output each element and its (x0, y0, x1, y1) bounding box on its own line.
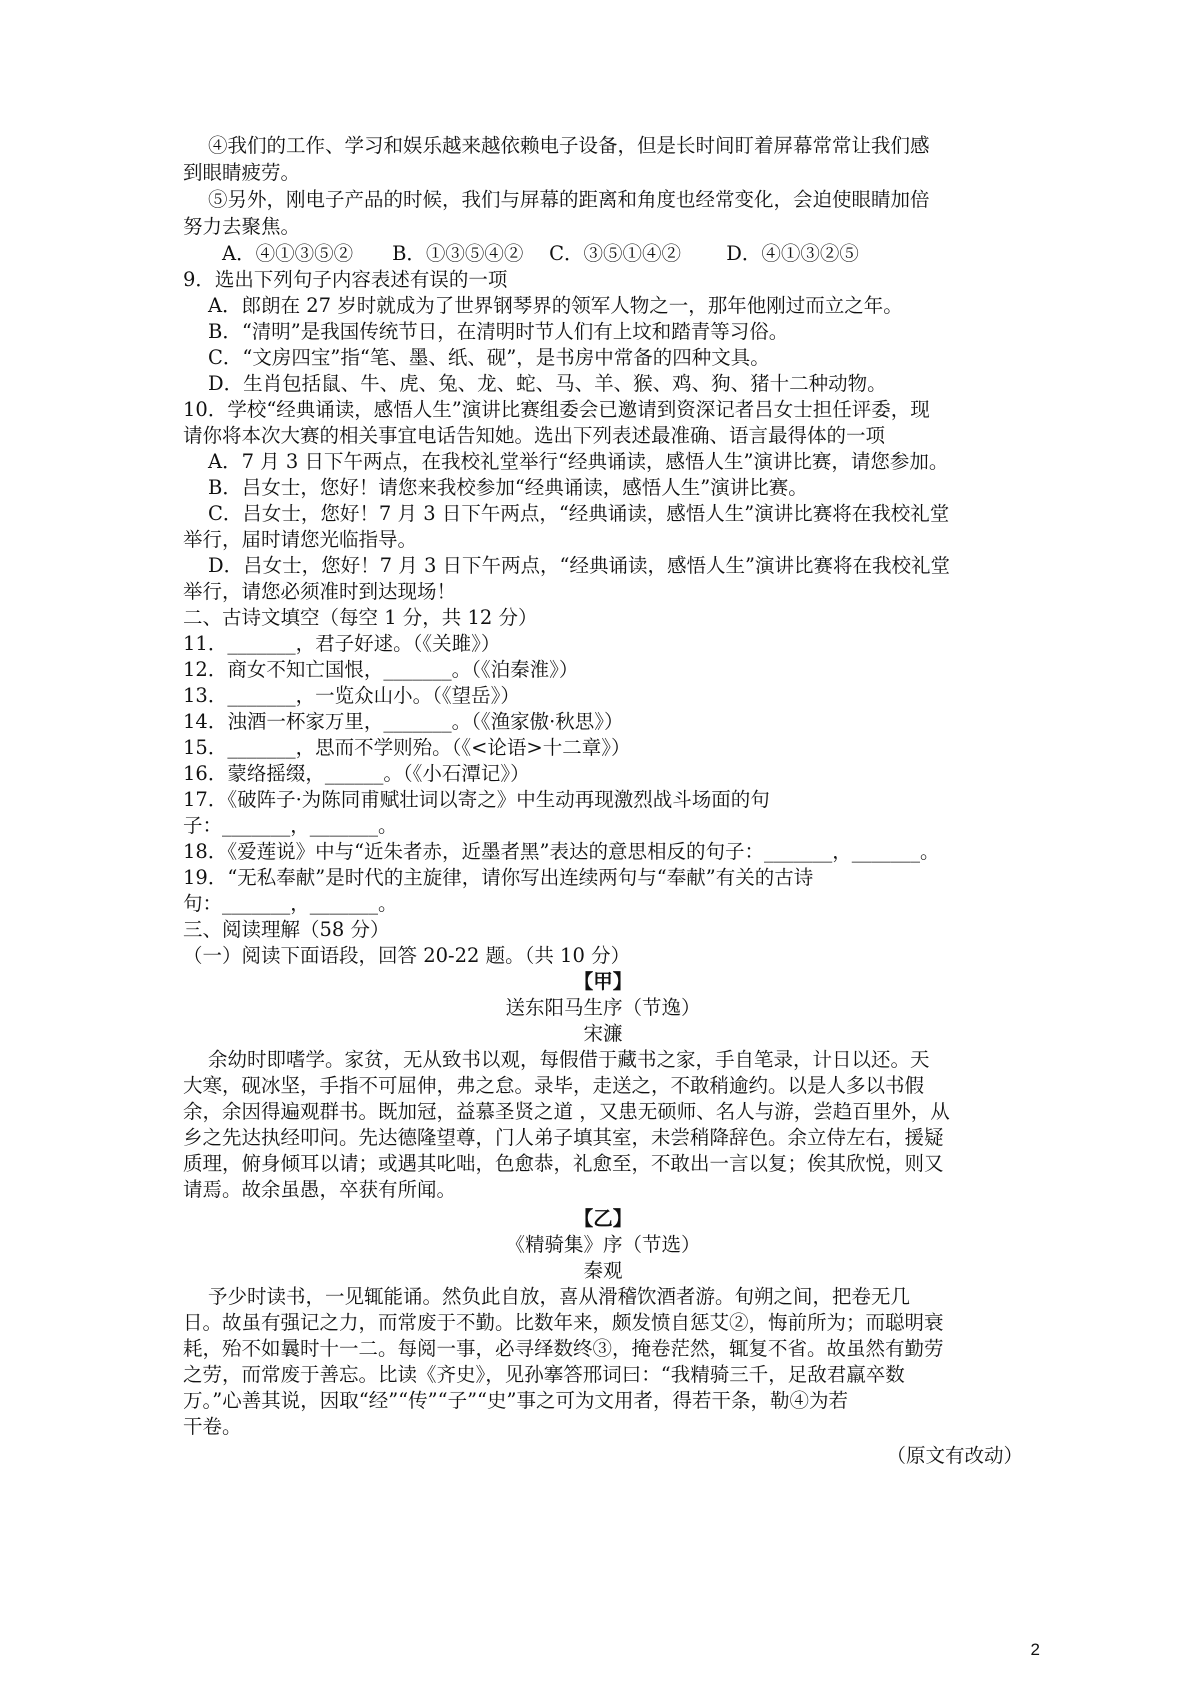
question-19: 19．“无私奉献”是时代的主旋律，请你写出连续两句与“奉献”有关的古诗 (183, 866, 814, 889)
passage-line: 之劳，而常废于善忘。比读《齐史》，见孙搴答邢词曰：“我精骑三千，足敌君羸卒数 (183, 1363, 905, 1386)
text-line: ⑤另外，刚电子产品的时候，我们与屏幕的距离和角度也经常变化，会迫使眼睛加倍 (208, 188, 930, 211)
page-number: 2 (1030, 1640, 1040, 1659)
passage-line: 大寒，砚冰坚，手指不可屈伸，弗之怠。录毕，走送之，不敢稍逾约。以是人多以书假 (183, 1074, 925, 1097)
passage-line: 乡之先达执经叩问。先达德隆望尊，门人弟子填其室，未尝稍降辞色。余立侍左右，援疑 (183, 1126, 944, 1149)
question-18: 18．《爱莲说》中与“近朱者赤，近墨者黑”表达的意思相反的句子：_______，_______。 (183, 840, 940, 863)
passage-label-jia: 【甲】 (573, 970, 633, 993)
text-line: 努力去聚焦。 (183, 215, 301, 238)
question-12: 12．商女不知亡国恨，_______。（《泊秦淮》） (183, 658, 579, 681)
passage-label-yi: 【乙】 (573, 1207, 633, 1230)
section-heading: 二、古诗文填空（每空 1 分，共 12 分） (183, 606, 538, 629)
text-line: 子：_______，_______。 (183, 814, 398, 837)
option-line: B．吕女士，您好！请您来我校参加“经典诵读，感悟人生”演讲比赛。 (208, 476, 808, 499)
subsection-heading: （一）阅读下面语段，回答 20-22 题。（共 10 分） (183, 944, 631, 967)
option-line: B．“清明”是我国传统节日，在清明时节人们有上坟和踏青等习俗。 (208, 320, 789, 343)
passage-author: 秦观 (583, 1259, 623, 1282)
option-line: C．“文房四宝”指“笔、墨、纸、砚”，是书房中常备的四种文具。 (208, 346, 770, 369)
option-line: D．生肖包括鼠、牛、虎、兔、龙、蛇、马、羊、猴、鸡、狗、猪十二种动物。 (208, 372, 887, 395)
passage-line: 耗，殆不如曩时十一二。每阅一事，必寻绎数终③，掩卷茫然，辄复不省。故虽然有勤劳 (183, 1337, 944, 1360)
option-line: A．7 月 3 日下午两点，在我校礼堂举行“经典诵读，感悟人生”演讲比赛，请您参加。 (208, 450, 949, 473)
option-line: A．郎朗在 27 岁时就成为了世界钢琴界的领军人物之一，那年他刚过而立之年。 (208, 294, 903, 317)
question-13: 13．_______，一览众山小。（《望岳》） (183, 684, 520, 707)
source-note: （原文有改动） (886, 1444, 1023, 1467)
question-14: 14．浊酒一杯家万里，_______。（《渔家傲·秋思》） (183, 710, 624, 733)
text-line: ④我们的工作、学习和娱乐越来越依赖电子设备，但是长时间盯着屏幕常常让我们感 (208, 134, 930, 157)
question-15: 15．_______，思而不学则殆。（《<论语>十二章》） (183, 736, 631, 759)
section-heading: 三、阅读理解（58 分） (183, 918, 390, 941)
answer-options: A．④①③⑤② B．①③⑤④② C．③⑤①④② D．④①③②⑤ (222, 242, 859, 265)
question-16: 16．蒙络摇缀，______。（《小石潭记》） (183, 762, 530, 785)
passage-line: 予少时读书，一见辄能诵。然负此自放，喜从滑稽饮酒者游。旬朔之间，把卷无几 (208, 1285, 911, 1308)
passage-line: 余，余因得遍观群书。既加冠，益慕圣贤之道 ，又患无硕师、名人与游，尝趋百里外，从 (183, 1100, 950, 1123)
text-line: 请你将本次大赛的相关事宜电话告知她。选出下列表述最准确、语言最得体的一项 (183, 424, 886, 447)
passage-line: 日。故虽有强记之力，而常废于不勤。比数年来，颇发愤自惩艾②，悔前所为；而聪明衰 (183, 1311, 944, 1334)
text-line: 到眼睛疲劳。 (183, 161, 301, 184)
passage-line: 余幼时即嗜学。家贫，无从致书以观，每假借于藏书之家，手自笔录，计日以还。天 (208, 1048, 930, 1071)
text-line: 举行，届时请您光临指导。 (183, 528, 418, 551)
text-line: 句：_______，_______。 (183, 892, 398, 915)
passage-line: 质理，俯身倾耳以请；或遇其叱咄，色愈恭，礼愈至，不敢出一言以复；俟其欣悦，则又 (183, 1152, 944, 1175)
question-9: 9．选出下列句子内容表述有误的一项 (183, 268, 508, 291)
question-10: 10．学校“经典诵读，感悟人生”演讲比赛组委会已邀请到资深记者吕女士担任评委，现 (183, 398, 930, 421)
question-17: 17．《破阵子·为陈同甫赋壮词以寄之》中生动再现激烈战斗场面的句 (183, 788, 770, 811)
passage-title: 送东阳马生序（节逸） (505, 996, 701, 1019)
passage-title: 《精骑集》序（节选） (505, 1233, 701, 1256)
question-11: 11．_______，君子好逑。（《关雎》） (183, 632, 501, 655)
passage-line: 干卷。 (183, 1415, 242, 1438)
passage-author: 宋濂 (583, 1022, 623, 1045)
option-line: C．吕女士，您好！7 月 3 日下午两点，“经典诵读，感悟人生”演讲比赛将在我校礼堂 (208, 502, 950, 525)
passage-line: 请焉。故余虽愚，卒获有所闻。 (183, 1178, 457, 1201)
passage-line: 万。”心善其说，因取“经”“传”“子”“史”事之可为文用者，得若干条，勒④为若 (183, 1389, 848, 1412)
text-line: 举行，请您必须准时到达现场！ (183, 580, 457, 603)
option-line: D．吕女士，您好！7 月 3 日下午两点，“经典诵读，感悟人生”演讲比赛将在我校礼堂 (208, 554, 950, 577)
